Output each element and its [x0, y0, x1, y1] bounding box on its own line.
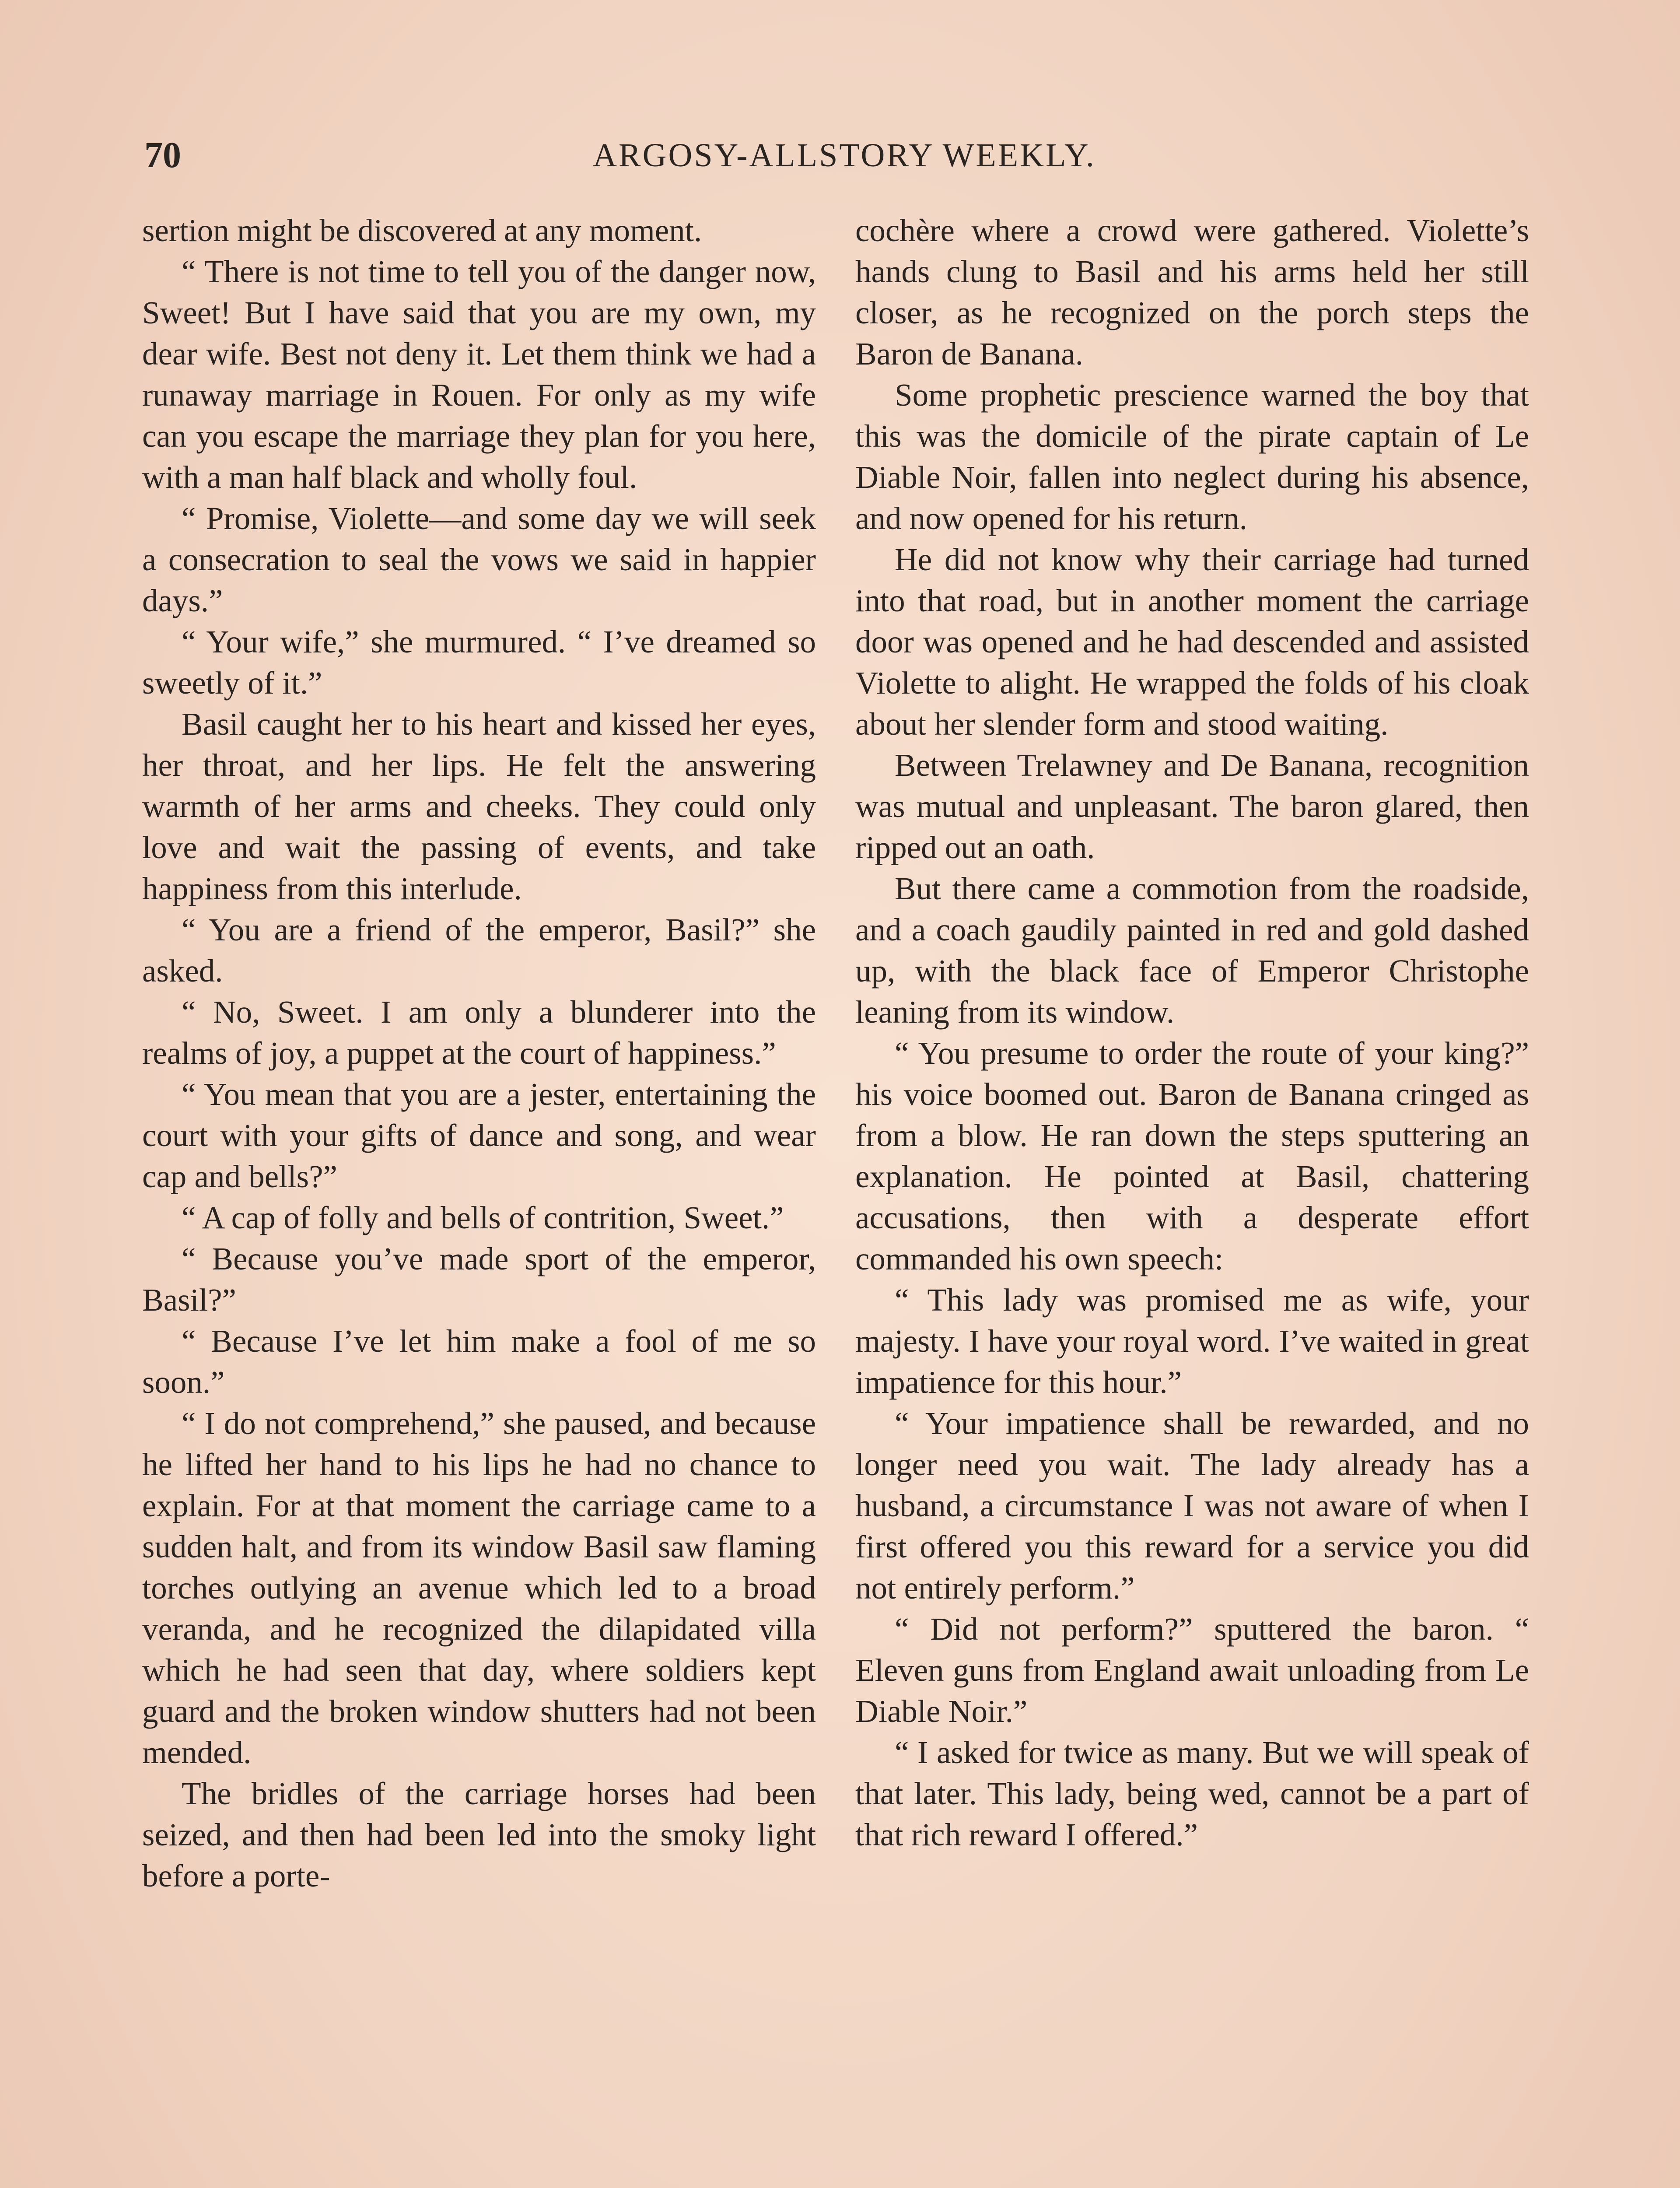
- paragraph: “ A cap of folly and bells of contrition, Sweet.”: [182, 1200, 784, 1235]
- paragraph: “ This lady was promised me as wife, your majesty. I have your royal word. I’ve waited in great impatience for this hour.”: [855, 1282, 1529, 1400]
- paragraph: “ There is not time to tell you of the danger now, Sweet! But I have said that you are my own, my dear wife. Best not deny it. Let them think we had a runaway marriage in Rouen. For only as my wife can you escape the marriage they plan for you here, with a man half black and wholly foul.: [142, 254, 816, 495]
- paragraph: Basil caught her to his heart and kissed her eyes, her throat, and her lips. He felt the answering warmth of her arms and cheeks. They could only love and wait the passing of events, and take happiness from this interlude.: [142, 706, 816, 906]
- paragraph: But there came a commotion from the roadside, and a coach gaudily painted in red and gold dashed up, with the black face of Emperor Christophe leaning from its window.: [855, 871, 1529, 1030]
- paragraph: “ Your impatience shall be rewarded, and no longer need you wait. The lady already has a husband, a circumstance I was not aware of when I first offered you this reward for a service you did not entirely perform.”: [855, 1406, 1529, 1606]
- paragraph: “ No, Sweet. I am only a blunderer into the realms of joy, a puppet at the court of happiness.”: [142, 994, 816, 1071]
- paragraph: “ I asked for twice as many. But we will speak of that later. This lady, being wed, cannot be a part of that rich reward I offered.”: [855, 1735, 1529, 1852]
- paragraph: “ You mean that you are a jester, entertaining the court with your gifts of dance and song, and wear cap and bells?”: [142, 1076, 816, 1194]
- paragraph: “ You presume to order the route of your king?” his voice boomed out. Baron de Banana cringed as from a blow. He ran down the steps sputtering an explanation. He pointed at Basil, chattering accusations, then with a desperate effort commanded his own speech:: [855, 1035, 1529, 1276]
- page-header: [144, 131, 1544, 184]
- running-title: ARGOSY-ALLSTORY WEEKLY.: [593, 137, 1096, 174]
- paragraph: “ Because I’ve let him make a fool of me so soon.”: [142, 1323, 816, 1400]
- paragraph: sertion might be discovered at any moment.: [142, 213, 702, 248]
- paragraph: “ I do not comprehend,” she paused, and because he lifted her hand to his lips he had no chance to explain. For at that moment the carriage came to a sudden halt, and from its window Basil saw flaming torches outlying an avenue which led to a broad veranda, and he recognized the dilapidated villa which he had seen that day, where soldiers kept guard and the broken window shutters had not been mended.: [142, 1406, 816, 1770]
- paragraph: Between Trelawney and De Banana, recognition was mutual and unpleasant. The baron glared, then ripped out an oath.: [855, 747, 1529, 865]
- page-number: 70: [144, 135, 181, 175]
- paragraph: The bridles of the carriage horses had been seized, and then had been led into the smoky light before a porte-: [142, 1776, 816, 1893]
- paragraph: Some prophetic prescience warned the boy that this was the domicile of the pirate captain of Le Diable Noir, fallen into neglect during his absence, and now opened for his return.: [855, 377, 1529, 536]
- paragraph: “ You are a friend of the emperor, Basil?” she asked.: [142, 912, 816, 989]
- paragraph: “ Because you’ve made sport of the emperor, Basil?”: [142, 1241, 816, 1318]
- paragraph: “ Promise, Violette—and some day we will seek a consecration to seal the vows we said in happier days.”: [142, 501, 816, 618]
- paragraph: cochère where a crowd were gathered. Violette’s hands clung to Basil and his arms held her still closer, as he recognized on the porch steps the Baron de Banana.: [855, 213, 1529, 372]
- right-text-column: [855, 210, 1529, 1855]
- paragraph: “ Your wife,” she murmured. “ I’ve dreamed so sweetly of it.”: [142, 624, 816, 701]
- paragraph: “ Did not perform?” sputtered the baron. “ Eleven guns from England await unloading from Le Diable Noir.”: [855, 1611, 1529, 1729]
- paragraph: He did not know why their carriage had turned into that road, but in another moment the carriage door was opened and he had descended and assisted Violette to alight. He wrapped the folds of his cloak about her slender form and stood waiting.: [855, 542, 1529, 742]
- left-text-column: [142, 210, 816, 1897]
